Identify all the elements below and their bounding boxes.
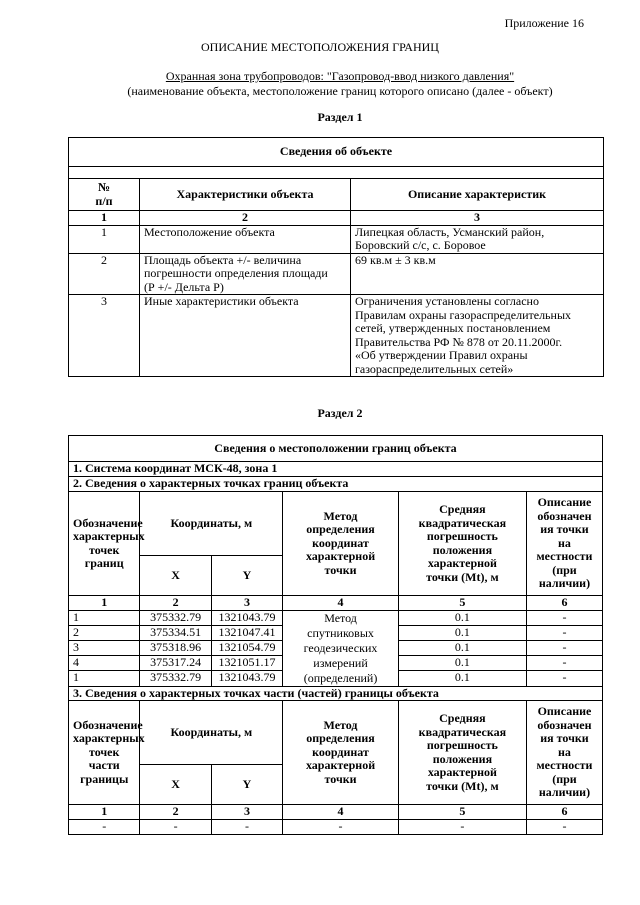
point-y: 1321054.79	[211, 640, 282, 655]
header-desc-line: ия точки	[540, 522, 589, 537]
header-coords: Координаты, м	[140, 492, 283, 556]
header-desc-line: обозначен	[537, 508, 592, 523]
col-number: 5	[398, 596, 526, 611]
header-error-line: Средняя	[439, 502, 486, 516]
row-description-line: Ограничения установлены согласно	[355, 294, 539, 308]
header-desc-line: (при	[552, 771, 577, 786]
part-point-cell: -	[526, 819, 602, 834]
header-row	[69, 701, 603, 765]
header-row	[69, 492, 603, 556]
header-method-line: точки	[324, 771, 357, 786]
col-number: 5	[398, 805, 526, 820]
header-desc-line: Описание	[537, 704, 592, 719]
col-number: 4	[283, 805, 399, 820]
row-description-line: 69 кв.м ± 3 кв.м	[355, 252, 436, 267]
header-method-line: Метод	[323, 717, 358, 732]
part-point-cell: -	[211, 819, 282, 834]
point-x: 375317.24	[140, 656, 211, 671]
point-id: 1	[69, 610, 140, 625]
header-points-line: границы	[80, 771, 129, 786]
point-desc: -	[526, 610, 602, 625]
header-error-line: точки (Mt), м	[426, 569, 499, 584]
section2-title: Раздел 2	[317, 406, 363, 420]
point-error: 0.1	[398, 656, 526, 671]
row-characteristic-line: погрешности определения площади	[144, 266, 328, 280]
header-desc-line: обозначен	[537, 717, 592, 732]
col-number-row	[69, 805, 603, 820]
row-description-line: Липецкая область, Усманский район,	[355, 224, 545, 239]
part-point-cell: -	[283, 819, 399, 834]
header-error-line: погрешность	[426, 738, 498, 752]
col-header-num-line: п/п	[95, 193, 113, 208]
section1-title: Раздел 1	[317, 110, 363, 124]
row-description	[351, 225, 604, 253]
row-characteristic	[140, 253, 351, 295]
header-coords: Координаты, м	[140, 701, 283, 765]
header-error-line: точки (Mt), м	[426, 778, 499, 793]
header-desc-line: наличии)	[538, 785, 591, 800]
table-row	[69, 295, 604, 377]
header-method-line: Метод	[323, 508, 358, 523]
spacer-row	[69, 167, 604, 179]
header-desc-line: местности	[536, 549, 593, 564]
point-method	[283, 610, 399, 686]
point-x: 375332.79	[140, 610, 211, 625]
header-desc-line: Описание	[537, 495, 592, 510]
boundary-table-title: Сведения о местоположении границ объекта	[69, 436, 603, 462]
point-id: 4	[69, 656, 140, 671]
point-desc: -	[526, 656, 602, 671]
col-header-characteristic: Характеристики объекта	[140, 179, 351, 211]
row-number: 1	[69, 225, 140, 253]
part-point-cell: -	[69, 819, 140, 834]
point-method-line: измерений	[313, 655, 368, 670]
table-row	[69, 253, 604, 295]
point-y: 1321043.79	[211, 610, 282, 625]
header-error-line: характерной	[427, 556, 497, 570]
point-desc: -	[526, 640, 602, 655]
row-number: 3	[69, 295, 140, 377]
header-points-line: Обозначение	[73, 717, 143, 732]
point-method-line: Метод	[324, 610, 357, 625]
header-error-line: Средняя	[439, 711, 486, 725]
col-number: 1	[69, 211, 140, 226]
header-error-line: характерной	[427, 765, 497, 779]
row-description	[351, 295, 604, 377]
header-desc-line: (при	[552, 562, 577, 577]
point-id: 2	[69, 625, 140, 640]
header-method-line: определения	[306, 731, 375, 746]
row-characteristic	[140, 225, 351, 253]
point-y: 1321047.41	[211, 625, 282, 640]
table-row	[69, 225, 604, 253]
header-error-line: положения	[432, 542, 493, 557]
point-method-line: (определений)	[303, 670, 378, 685]
header-error-line: квадратическая	[418, 724, 507, 739]
header-desc-line: наличии)	[538, 576, 591, 591]
header-method	[283, 492, 399, 596]
header-method-line: определения	[306, 522, 375, 537]
points-subtitle: 2. Сведения о характерных точках границ объекта	[69, 477, 603, 492]
header-points-line: точек границ	[84, 542, 124, 570]
col-number: 4	[283, 596, 399, 611]
point-row	[69, 610, 603, 625]
header-points-line: характерных	[73, 529, 145, 543]
point-y: 1321043.79	[211, 671, 282, 686]
header-desc-line: ия точки	[540, 731, 589, 746]
header-desc	[526, 492, 602, 596]
point-desc: -	[526, 625, 602, 640]
header-points	[69, 492, 145, 596]
object-info-table	[68, 137, 604, 377]
header-desc-line: местности	[536, 758, 593, 773]
row-characteristic-line: (Р +/- Дельта Р)	[144, 279, 224, 294]
point-desc: -	[526, 671, 602, 686]
point-x: 375334.51	[140, 625, 211, 640]
point-y: 1321051.17	[211, 656, 282, 671]
row-description	[351, 253, 604, 295]
col-number: 6	[526, 805, 602, 820]
header-method-line: координат	[312, 535, 369, 550]
col-header-num	[69, 179, 140, 211]
row-description-line: Правительства РФ № 878 от 20.11.2000г.	[355, 334, 563, 349]
row-number: 2	[69, 253, 140, 295]
header-error-line: положения	[432, 751, 493, 766]
point-id: 3	[69, 640, 140, 655]
header-y: Y	[211, 765, 282, 805]
row-description-line: сетей, утвержденных постановлением	[355, 321, 551, 335]
col-number: 2	[140, 805, 211, 820]
object-name: Охранная зона трубопроводов: "Газопровод-ввод низкого давления"	[165, 69, 515, 83]
appendix-label: Приложение 16	[504, 16, 584, 30]
part-point-cell: -	[398, 819, 526, 834]
col-number: 6	[526, 596, 602, 611]
header-x: X	[140, 765, 211, 805]
header-method-line: точки	[324, 562, 357, 577]
col-number: 1	[69, 805, 140, 820]
header-desc-line: на	[558, 535, 571, 550]
row-characteristic	[140, 295, 351, 377]
col-number: 3	[211, 596, 282, 611]
row-description-line: «Об утверждении Правил охраны	[355, 348, 528, 362]
header-points-line: характерных	[73, 731, 145, 746]
part-point-cell: -	[140, 819, 211, 834]
col-number: 3	[351, 211, 604, 226]
object-info-title: Сведения об объекте	[69, 138, 604, 167]
header-points-line: точек части	[88, 744, 120, 773]
col-header-description: Описание характеристик	[351, 179, 604, 211]
document-title: ОПИСАНИЕ МЕСТОПОЛОЖЕНИЯ ГРАНИЦ	[201, 40, 439, 54]
header-method	[283, 701, 399, 805]
header-desc-line: на	[558, 744, 571, 759]
header-error	[398, 701, 526, 805]
col-number: 2	[140, 596, 211, 611]
point-error: 0.1	[398, 610, 526, 625]
header-method-line: характерной	[305, 549, 376, 564]
header-method-line: характерной	[305, 758, 376, 773]
col-number-row	[69, 596, 603, 611]
point-method-line: геодезических	[303, 640, 378, 655]
header-desc	[526, 701, 602, 805]
header-x: X	[140, 556, 211, 596]
point-error: 0.1	[398, 640, 526, 655]
row-description-line: газораспределительных сетей»	[355, 361, 514, 376]
col-header-num-line: №	[97, 180, 111, 194]
point-id: 1	[69, 671, 140, 686]
row-description-line: Боровский с/с, с. Боровое	[355, 238, 486, 252]
boundary-table	[68, 435, 603, 835]
col-number: 1	[69, 596, 140, 611]
col-number: 2	[140, 211, 351, 226]
header-method-line: координат	[312, 744, 369, 759]
header-error-line: квадратическая	[418, 515, 507, 530]
coord-system: 1. Система координат МСК-48, зона 1	[69, 462, 603, 477]
row-description-line: Правилам охраны газораспределительных	[355, 307, 572, 322]
header-y: Y	[211, 556, 282, 596]
object-caption: (наименование объекта, местоположение границ которого описано (далее - объект)	[127, 84, 553, 98]
row-characteristic-line: Иные характеристики объекта	[144, 294, 299, 308]
point-x: 375332.79	[140, 671, 211, 686]
part-points-subtitle: 3. Сведения о характерных точках части (частей) границы объекта	[69, 686, 603, 701]
point-error: 0.1	[398, 671, 526, 686]
col-number: 3	[211, 805, 282, 820]
part-point-row	[69, 819, 603, 834]
header-points	[69, 701, 145, 805]
point-error: 0.1	[398, 625, 526, 640]
row-characteristic-line: Площадь объекта +/- величина	[144, 252, 302, 267]
header-error	[398, 492, 526, 596]
point-method-line: спутниковых	[307, 625, 374, 640]
point-x: 375318.96	[140, 640, 211, 655]
row-characteristic-line: Местоположение объекта	[144, 224, 275, 239]
header-error-line: погрешность	[426, 529, 498, 543]
header-points-line: Обозначение	[73, 515, 143, 530]
